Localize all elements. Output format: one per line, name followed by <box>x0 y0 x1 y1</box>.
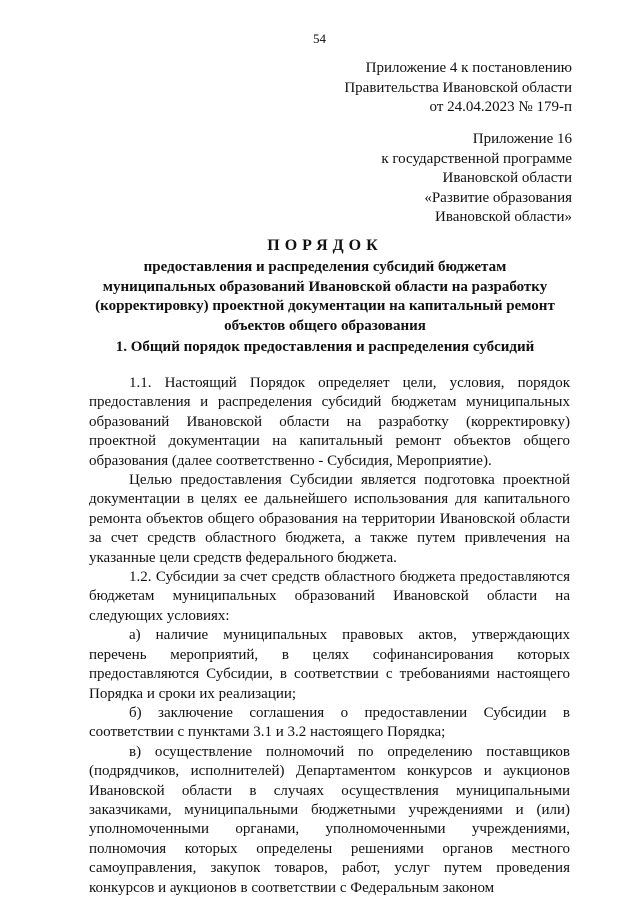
document-subtitle-line: предоставления и распределения субсидий бюджетам <box>143 259 507 275</box>
annex-program-line: «Развитие образования <box>424 189 572 206</box>
annex-program-block <box>381 130 572 228</box>
annex-resolution-line: Приложение 4 к постановлению <box>365 60 572 76</box>
page-number: 54 <box>313 31 326 46</box>
document-subtitle-line: (корректировку) проектной документации на капитальный ремонт <box>95 298 555 314</box>
annex-resolution-line: Правительства Ивановской области <box>344 79 572 96</box>
section-body <box>89 374 570 898</box>
annex-resolution-block <box>344 59 572 118</box>
paragraph: Целью предоставления Субсидии является подготовка проектной документации в целях ее дальнейшего использования для капитального ремонта объектов общего образования на территории Ивановской области за счет средств областного бюджета, а также путем привлечения на указанные цели средств федерального бюджета. <box>89 472 570 566</box>
document-title-block <box>80 236 570 336</box>
document-subtitle <box>80 258 570 336</box>
annex-program-line: Приложение 16 <box>472 131 572 147</box>
document-subtitle-line: муниципальных образований Ивановской области на разработку <box>102 278 548 295</box>
annex-resolution-line: от 24.04.2023 № 179-п <box>429 99 572 115</box>
annex-program-line: Ивановской области <box>442 170 572 186</box>
document-title: ПОРЯДОК <box>267 237 383 254</box>
document-subtitle-line: объектов общего образования <box>224 317 426 334</box>
annex-program-line: Ивановской области» <box>435 209 572 225</box>
list-item: б) заключение соглашения о предоставлении Субсидии в соответствии с пунктами 3.1 и 3.2 настоящего Порядка; <box>89 704 570 741</box>
list-item: в) осуществление полномочий по определению поставщиков (подрядчиков, исполнителей) Департаментом конкурсов и аукционов Ивановской области в случаях осуществления муниципальными заказчиками, муниципальными бюджетными учреждениями и (или) уполномоченными органами, уполномоченными учреждениями, полномочия которых определены решениями органов местного самоуправления, закупок товаров, работ, услуг путем проведения конкурсов и аукционов в соответствии с Федеральным законом <box>89 743 570 896</box>
section-heading: 1. Общий порядок предоставления и распределения субсидий <box>115 339 535 355</box>
annex-program-line: к государственной программе <box>381 150 572 167</box>
list-item: а) наличие муниципальных правовых актов, утверждающих перечень мероприятий, в целях софинансирования которых предоставляются Субсидии, в соответствии с требованиями настоящего Порядка и сроки их реализации; <box>89 627 570 702</box>
paragraph: 1.2. Субсидии за счет средств областного бюджета предоставляются бюджетам муниципальных образований Ивановской области на следующих условиях: <box>89 569 570 624</box>
paragraph: 1.1. Настоящий Порядок определяет цели, условия, порядок предоставления и распределения субсидий бюджетам муниципальных образований Ивановской области на разработку (корректировку) проектной документации на капитальный ремонт объектов общего образования (далее соответственно - Субсидия, Мероприятие). <box>89 375 570 469</box>
